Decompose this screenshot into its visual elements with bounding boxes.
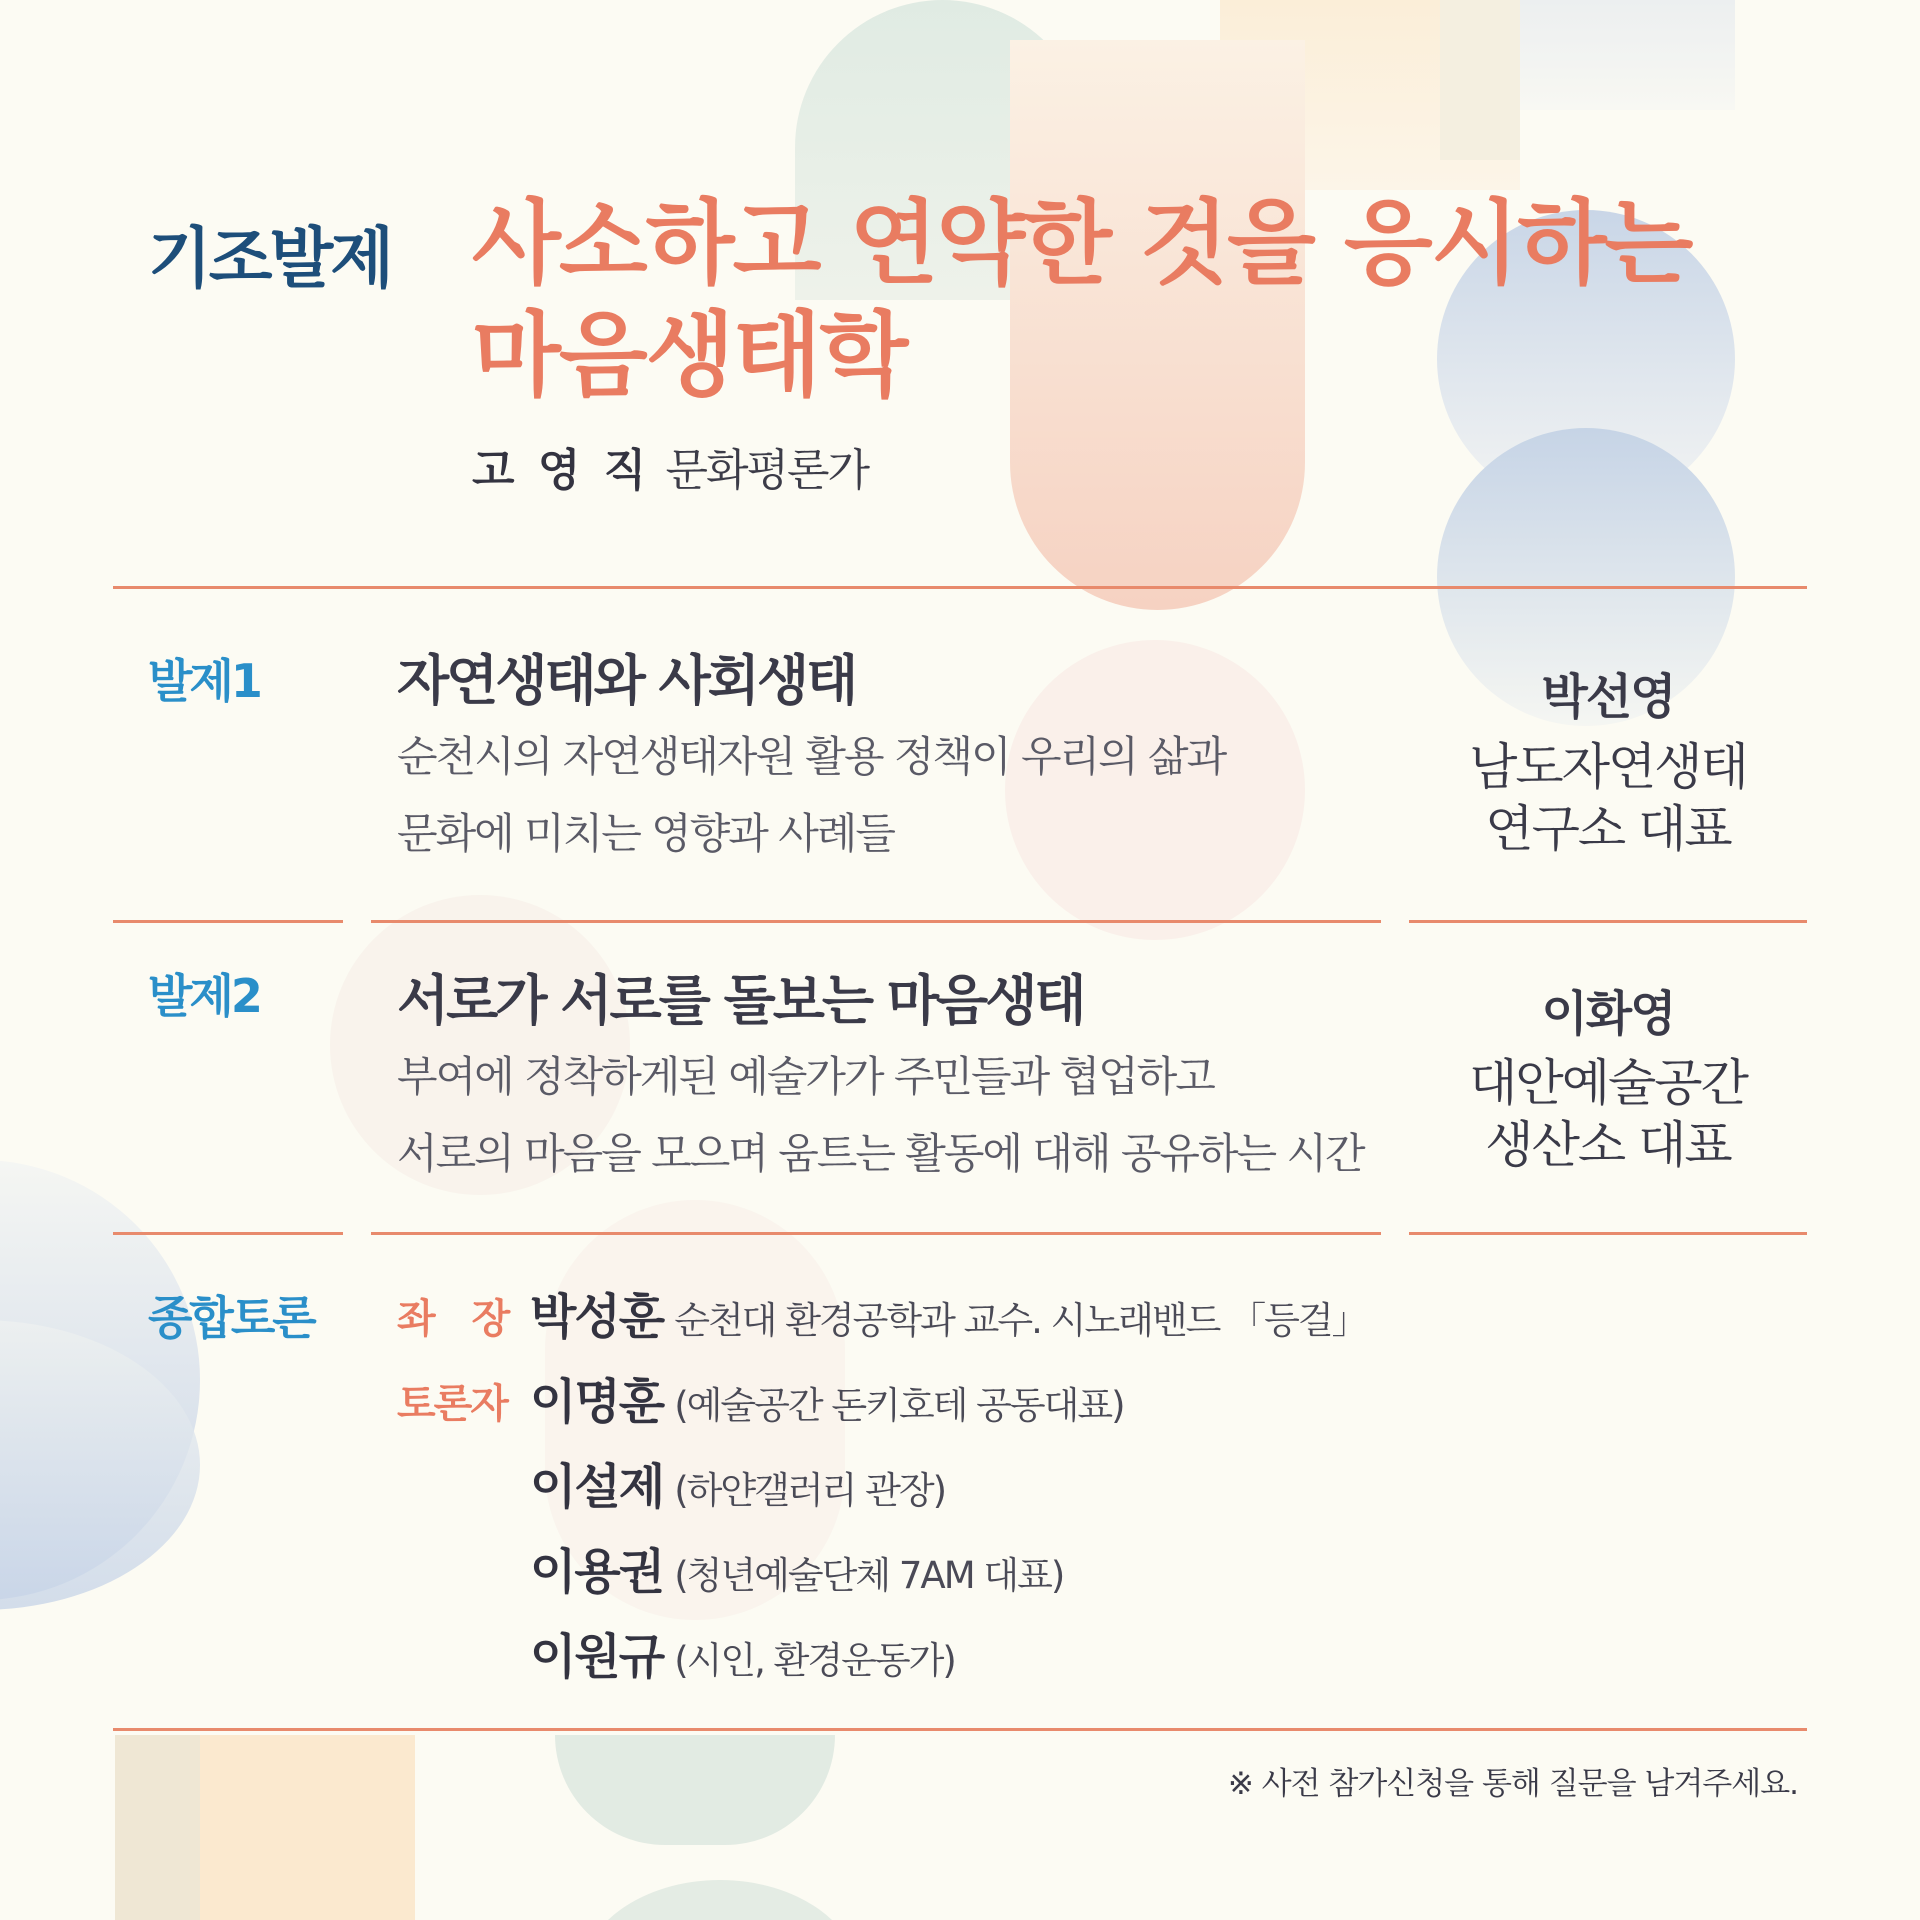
panelist-description: (하얀갤러리 관장): [674, 1469, 946, 1512]
session-1-presenter: 박선영: [1541, 669, 1675, 725]
divider-bottom: [113, 1728, 1807, 1731]
session-2-affiliation: [1408, 1052, 1808, 1176]
keynote-title-line1: 사소하고 연약한 것을 응시하는: [472, 190, 1692, 297]
keynote-speaker: [472, 434, 868, 498]
panelist-row: [530, 1448, 945, 1517]
divider-2-mid: [371, 1232, 1381, 1235]
divider-1-left: [113, 920, 343, 923]
keynote-title-line2: 마음생태학: [472, 302, 907, 409]
session-2-presenter: 이화영: [1541, 986, 1675, 1042]
divider-1-mid: [371, 920, 1381, 923]
chair-role-label: 좌 장: [397, 1296, 509, 1342]
decor-grey-block: [1520, 0, 1735, 110]
session-2-label: 발제2: [148, 969, 260, 1023]
panelist-row: [530, 1363, 1124, 1432]
panelist-name: 이용권: [530, 1544, 664, 1600]
keynote-label: 기조발제: [148, 220, 392, 297]
session-1-affiliation-line1: 남도자연생태: [1469, 738, 1747, 796]
session-1-desc-line2: 문화에 미치는 영향과 사례들: [397, 809, 894, 858]
keynote-title: [472, 188, 1691, 412]
divider-1-right: [1409, 920, 1807, 923]
session-2-description: [397, 1038, 1364, 1192]
panelist-row: [530, 1533, 1063, 1602]
session-2-affiliation-line2: 생산소 대표: [1485, 1116, 1731, 1174]
decor-bottom-beige: [115, 1735, 200, 1920]
session-2-affiliation-line1: 대안예술공간: [1469, 1054, 1747, 1112]
chair-row: [530, 1278, 1367, 1347]
decor-bottom-teal-circle: [580, 1880, 860, 1920]
panelist-name: 이명훈: [530, 1374, 664, 1430]
panel-role-label: 토론자: [397, 1381, 507, 1427]
decor-bottom-teal: [555, 1735, 835, 1845]
panelist-description: (예술공간 돈키호테 공동대표): [674, 1384, 1124, 1427]
session-1-affiliation-line2: 연구소 대표: [1485, 800, 1731, 858]
session-1-title: 자연생태와 사회생태: [397, 649, 856, 712]
decor-bottom-yellow: [200, 1735, 415, 1920]
session-2-desc-line1: 부여에 정착하게된 예술가가 주민들과 협업하고: [397, 1052, 1214, 1101]
session-1-affiliation: [1408, 736, 1808, 860]
session-1-desc-line1: 순천시의 자연생태자원 활용 정책이 우리의 삶과: [397, 732, 1226, 781]
divider-2-left: [113, 1232, 343, 1235]
session-2-desc-line2: 서로의 마음을 모으며 움트는 활동에 대해 공유하는 시간: [397, 1129, 1364, 1178]
panelist-name: 이설제: [530, 1459, 664, 1515]
panelist-row: [530, 1618, 955, 1687]
panelist-name: 이원규: [530, 1629, 664, 1685]
discussion-label: 종합토론: [148, 1291, 314, 1345]
chair-description: 순천대 환경공학과 교수. 시노래밴드 「등걸」: [674, 1299, 1367, 1342]
decor-beige-block: [1440, 0, 1520, 160]
chair-name: 박성훈: [530, 1289, 664, 1345]
divider-top: [113, 586, 1807, 589]
keynote-speaker-name: 고 영 직: [472, 445, 651, 496]
panelist-description: (시인, 환경운동가): [674, 1639, 955, 1682]
registration-note: ※ 사전 참가신청을 통해 질문을 남겨주세요.: [1227, 1766, 1798, 1802]
keynote-speaker-role: 문화평론가: [665, 445, 869, 496]
session-1-description: [397, 718, 1225, 872]
session-2-title: 서로가 서로를 돌보는 마음생태: [397, 969, 1084, 1032]
session-1-label: 발제1: [148, 654, 260, 708]
divider-2-right: [1409, 1232, 1807, 1235]
panelist-description: (청년예술단체 7AM 대표): [674, 1554, 1064, 1597]
